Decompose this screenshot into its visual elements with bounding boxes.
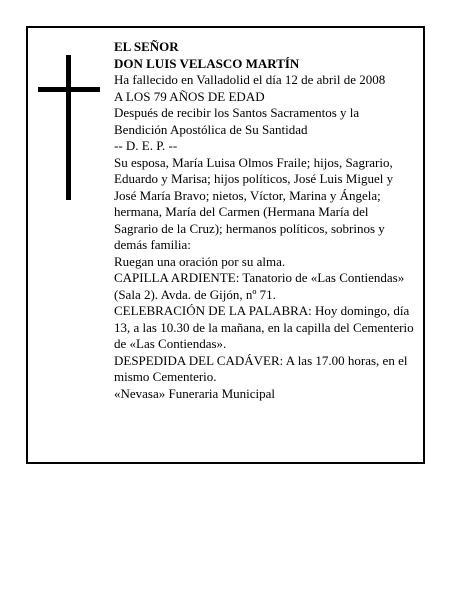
obituary-notice [26,26,425,464]
rip-line: -- D. E. P. -- [114,138,178,153]
obituary-text [114,39,414,402]
family-list: Su esposa, María Luisa Olmos Fraile; hijos, Sagrario, Eduardo y Marisa; hijos políticos, José Luis Miguel y José María Bravo; nietos, Víctor, Marina y Ángela; hermana, María del Carmen (Hermana María del Sagrario de la Cruz); hermanos políticos, sobrinos y demás familia: [114,154,394,252]
chapel-info: CAPILLA ARDIENTE: Tanatorio de «Las Contiendas» (Sala 2). Avda. de Gijón, nº 71. [114,270,405,302]
age-statement: A LOS 79 AÑOS DE EDAD [114,88,265,104]
prayer-request: Ruegan una oración por su alma. [114,253,286,269]
cross-icon [38,55,100,200]
sacraments-statement: Después de recibir los Santos Sacramentos y la Bendición Apostólica de Su Santidad [114,105,360,137]
farewell-info: DESPEDIDA DEL CADÁVER: A las 17.00 horas, en el mismo Cementerio. [114,352,408,384]
celebration-info: CELEBRACIÓN DE LA PALABRA: Hoy domingo, día 13, a las 10.30 de la mañana, en la capilla del Cementerio de «Las Contiendas». [114,303,414,351]
cross-vertical-bar [66,55,71,200]
cross-horizontal-bar [38,87,100,92]
title-line-1: EL SEÑOR [114,39,179,54]
funeral-home: «Nevasa» Funeraria Municipal [114,385,276,401]
death-statement: Ha fallecido en Valladolid el día 12 de abril de 2008 [114,72,386,87]
deceased-name: DON LUIS VELASCO MARTÍN [114,55,300,71]
